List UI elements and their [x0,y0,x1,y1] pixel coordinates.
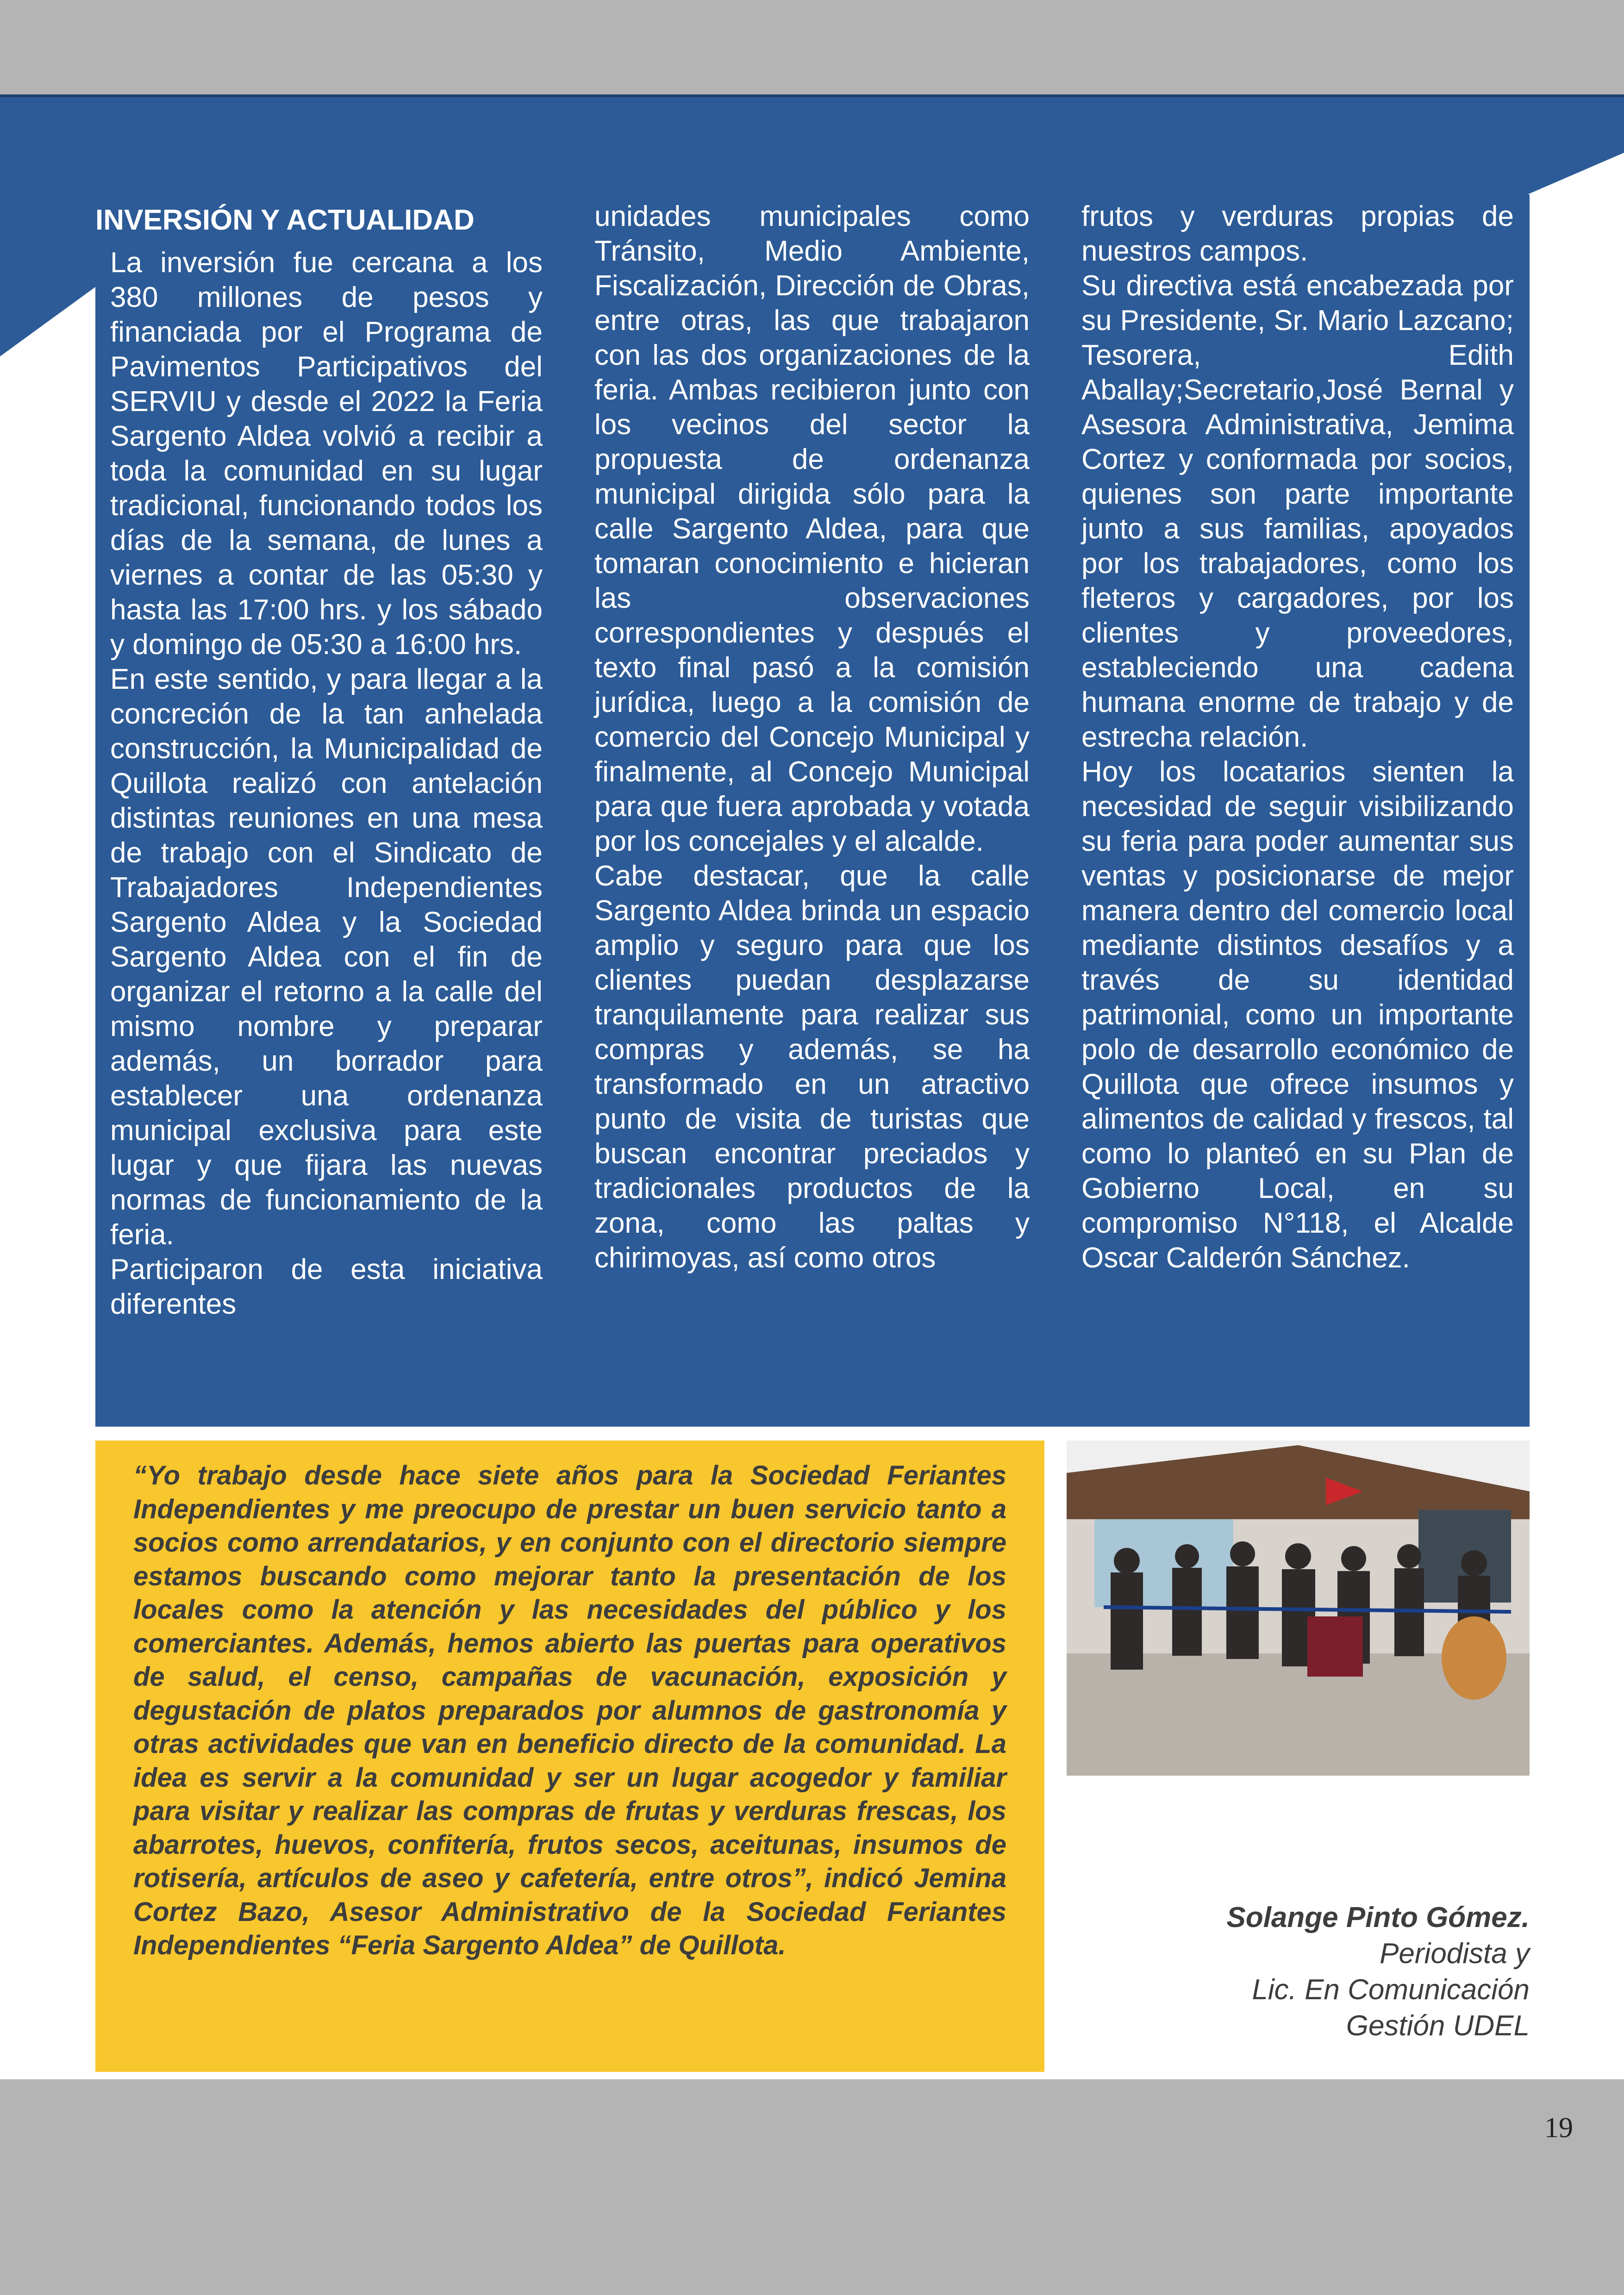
paragraph: Participaron de esta iniciativa diferentes [110,1254,543,1320]
paragraph: Su directiva está encabezada por su Presidente, Sr. Mario Lazcano; Tesorera, Edith Aballay;Secretario,José Bernal y Asesora Administrativa, Jemima Cortez y conformada por socios, quienes son parte importante junto a sus familias, apoyados por los trabajadores, como los fleteros y cargadores, por los clientes y proveedores, estableciendo una cadena humana enorme de trabajo y de estrecha relación. [1081,270,1514,753]
paragraph: Cabe destacar, que la calle Sargento Aldea brinda un espacio amplio y seguro para que los clientes puedan desplazarse tranquilamente para realizar sus compras y además, se ha transformado en un atractivo punto de visita de turistas que buscan encontrar preciados y tradicionales productos de la zona, como las paltas y chirimoyas, así como otros [594,860,1030,1274]
author-credit [1226,1900,1530,2044]
page-number: 19 [1544,2112,1573,2144]
author-title: Lic. En Comunicación [1252,1974,1530,2006]
article-column-2 [594,199,1030,1275]
paragraph: frutos y verduras propias de nuestros campos. [1081,200,1514,267]
paragraph: La inversión fue cercana a los 380 millones de pesos y financiada por el Programa de Pavimentos Participativos del SERVIU y desde el 2022 la Feria Sargento Aldea volvió a recibir a toda la comunidad en su lugar tradicional, funcionando todos los días de la semana, de lunes a viernes a contar de las 05:30 y hasta las 17:00 hrs. y los sábado y domingo de 05:30 a 16:00 hrs. [110,247,543,661]
author-title: Periodista y [1380,1938,1530,1970]
paragraph: Hoy los locatarios sienten la necesidad de seguir visibilizando su feria para poder aumentar sus ventas y posicionarse de mejor manera dentro del comercio local mediante distintos desafíos y a través de su identidad patrimonial, como un importante polo de desarrollo económico de Quillota que ofrece insumos y alimentos de calidad y frescos, tal como lo planteó en su Plan de Gobierno Local, en su compromiso N°118, el Alcalde Oscar Calderón Sánchez. [1081,756,1514,1274]
article-column-1 [110,245,543,1322]
article-column-3 [1081,199,1514,1275]
author-organization: Gestión UDEL [1346,2010,1530,2042]
paragraph: unidades municipales como Tránsito, Medio Ambiente, Fiscalización, Dirección de Obras, entre otras, las que trabajaron con las dos organizaciones de la feria. Ambas recibieron junto con los vecinos del sector la propuesta de ordenanza municipal dirigida sólo para la calle Sargento Aldea, para que tomaran conocimiento e hicieran las observaciones correspondientes y después el texto final pasó a la comisión jurídica, luego a la comisión de comercio del Concejo Municipal y finalmente, al Concejo Municipal para que fuera aprobada y votada por los concejales y el alcalde. [594,200,1030,857]
ribbon-cutting-photo [1067,1441,1530,1776]
bottom-gray-band [0,2079,1624,2295]
quote-text: “Yo trabajo desde hace siete años para la Sociedad Feriantes Independientes y me preocupo de prestar un buen servicio tanto a socios como arrendatarios, y en conjunto con el directorio siempre estamos buscando como mejorar tanto la presentación de los locales como la atención y las necesidades del público y los comerciantes. Además, hemos abierto las puertas para operativos de salud, el censo, campañas de vacunación, exposición y degustación de platos preparados por alumnos de gastronomía y otras actividades que van en beneficio directo de la comunidad. La idea es servir a la comunidad y ser un lugar acogedor y familiar para visitar y realizar las compras de frutas y verduras frescas, los abarrotes, huevos, confitería, frutos secos, aceitunas, insumos de rotisería, artículos de aseo y cafetería, entre otros”, indicó Jemina Cortez Bazo, Asesor Administrativo de la Sociedad Feriantes Independientes “Feria Sargento Aldea” de Quillota. [133,1460,1006,1960]
section-heading: INVERSIÓN Y ACTUALIDAD [95,204,475,236]
author-name: Solange Pinto Gómez. [1226,1902,1530,1933]
top-gray-band [0,0,1624,96]
paragraph: En este sentido, y para llegar a la concreción de la tan anhelada construcción, la Municipalidad de Quillota realizó con antelación distintas reuniones en una mesa de trabajo con el Sindicato de Trabajadores Independientes Sargento Aldea y la Sociedad Sargento Aldea con el fin de organizar el retorno a la calle del mismo nombre y preparar además, un borrador para establecer una ordenanza municipal exclusiva para este lugar y que fijara las nuevas normas de funcionamiento de la feria. [110,663,543,1251]
